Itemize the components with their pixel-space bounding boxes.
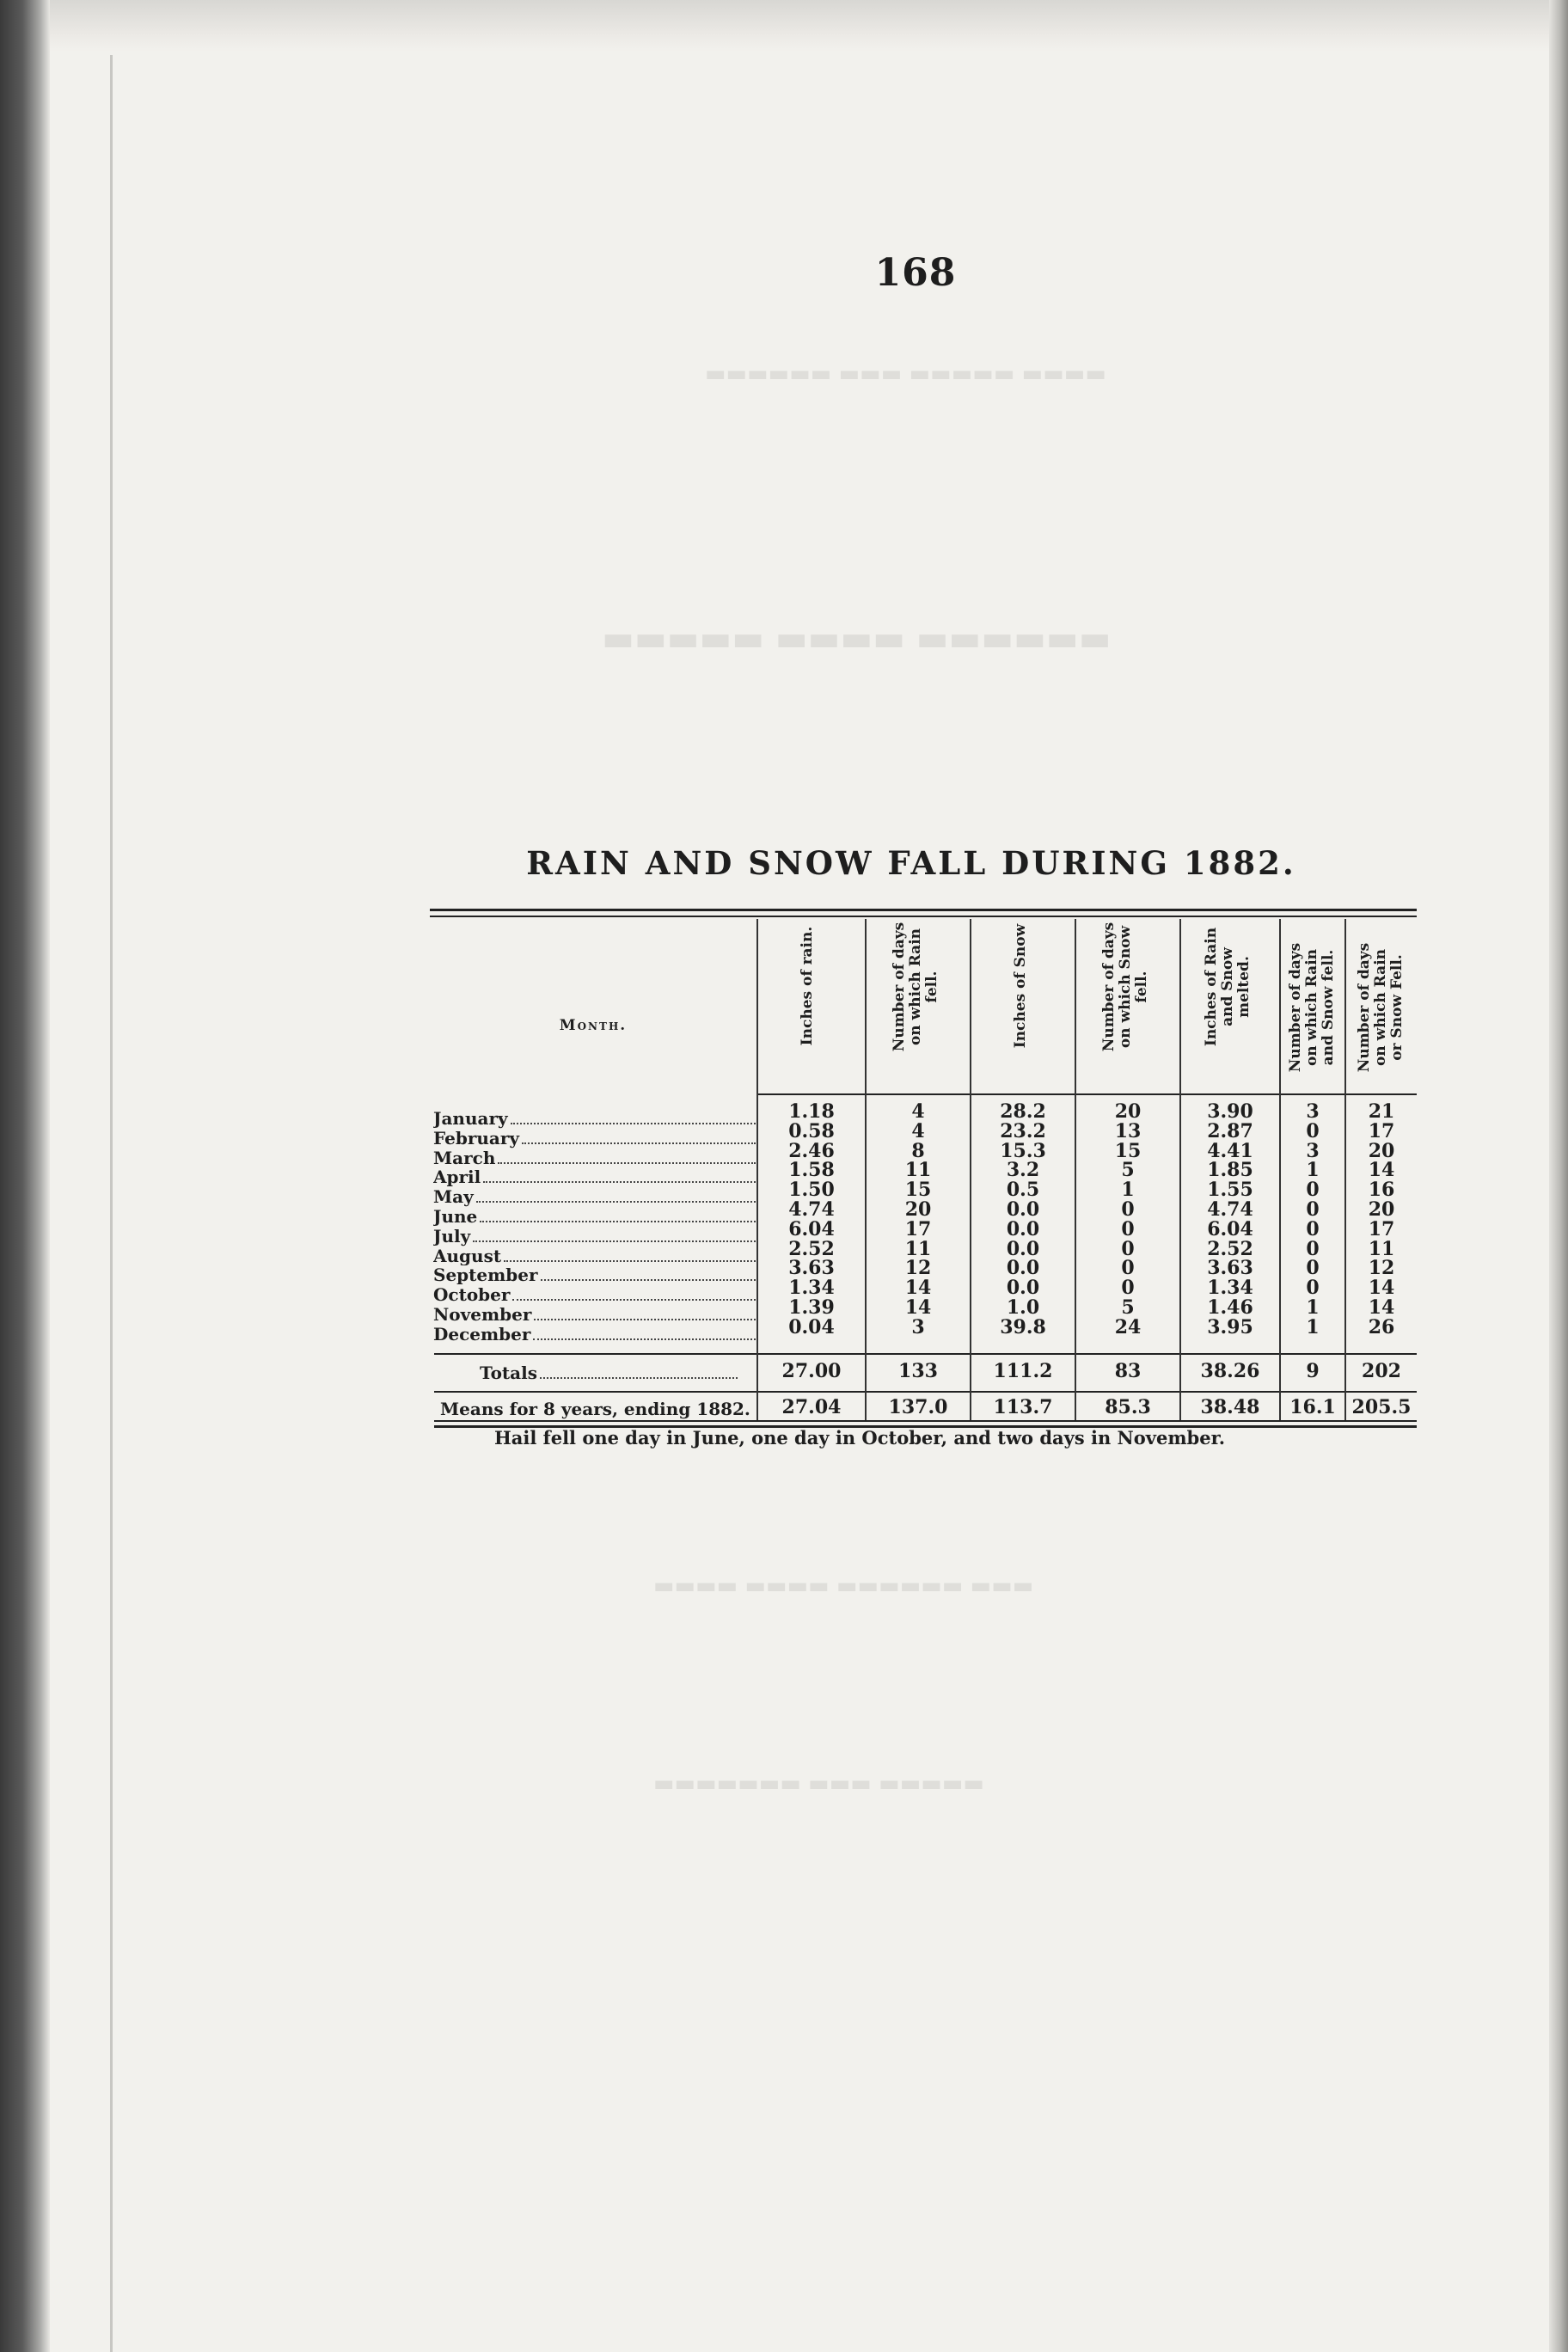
table-cell: 12 bbox=[904, 1257, 932, 1280]
table-cell: 11 bbox=[904, 1159, 932, 1182]
table-cell: 0 bbox=[1306, 1119, 1320, 1142]
table-cell: 3.2 bbox=[1006, 1159, 1040, 1182]
table-cell: 1.85 bbox=[1207, 1159, 1253, 1182]
table-row: August bbox=[433, 1246, 756, 1266]
table-cell: 1.39 bbox=[788, 1295, 835, 1319]
totals-cell: 27.00 bbox=[781, 1360, 842, 1382]
table-row: November bbox=[433, 1305, 756, 1325]
table-cell: 23.2 bbox=[1000, 1119, 1046, 1142]
table-cell: 0 bbox=[1306, 1197, 1320, 1221]
table-cell: 14 bbox=[1368, 1295, 1395, 1319]
column-values-inches-rain bbox=[758, 1102, 865, 1338]
table-cell: 21 bbox=[1368, 1100, 1395, 1123]
month-column-header: Month. bbox=[559, 1017, 628, 1034]
table-cell: 0.5 bbox=[1006, 1179, 1040, 1202]
page-number: 168 bbox=[874, 251, 957, 295]
table-cell: 0 bbox=[1121, 1217, 1135, 1240]
table-title: RAIN AND SNOW FALL DURING 1882. bbox=[526, 844, 1296, 882]
table-cell: 0 bbox=[1306, 1257, 1320, 1280]
table-cell: 1 bbox=[1121, 1179, 1135, 1202]
column-values-days-rain-and-snow bbox=[1281, 1102, 1344, 1338]
column-header-inches-snow: Inches of Snow bbox=[1011, 923, 1029, 1049]
table-cell: 20 bbox=[904, 1197, 932, 1221]
column-header-inches-rain: Inches of rain. bbox=[798, 926, 816, 1046]
table-cell: 0 bbox=[1121, 1277, 1135, 1300]
table-cell: 2.52 bbox=[1207, 1237, 1253, 1260]
totals-cell: 83 bbox=[1114, 1360, 1142, 1382]
totals-cell: 9 bbox=[1306, 1360, 1320, 1382]
column-header-days-rain-and-snow: Number of days on which Rain and Snow fell. bbox=[1286, 942, 1337, 1073]
table-cell: 0.0 bbox=[1006, 1197, 1040, 1221]
table-cell: 0 bbox=[1306, 1179, 1320, 1202]
table-cell: 14 bbox=[904, 1277, 932, 1300]
table-row: April bbox=[433, 1167, 756, 1187]
table-cell: 14 bbox=[904, 1295, 932, 1319]
table-cell: 1.55 bbox=[1207, 1179, 1253, 1202]
table-row: June bbox=[433, 1207, 756, 1227]
month-list bbox=[433, 1109, 756, 1344]
table-cell: 28.2 bbox=[1000, 1100, 1046, 1123]
column-values-inches-snow bbox=[971, 1102, 1075, 1338]
table-cell: 12 bbox=[1368, 1257, 1395, 1280]
table-cell: 20 bbox=[1368, 1197, 1395, 1221]
table-cell: 0 bbox=[1121, 1197, 1135, 1221]
table-cell: 1.18 bbox=[788, 1100, 835, 1123]
table-cell: 39.8 bbox=[1000, 1315, 1046, 1338]
table-cell: 0 bbox=[1306, 1217, 1320, 1240]
table-cell: 1 bbox=[1306, 1315, 1320, 1338]
table-cell: 1.0 bbox=[1006, 1295, 1040, 1319]
table-cell: 5 bbox=[1121, 1159, 1135, 1182]
table-cell: 2.87 bbox=[1207, 1119, 1253, 1142]
table-cell: 1.50 bbox=[788, 1179, 835, 1202]
totals-cell: 38.26 bbox=[1200, 1360, 1260, 1382]
table-cell: 3 bbox=[1306, 1139, 1320, 1162]
table-cell: 4 bbox=[911, 1100, 925, 1123]
totals-cell: 133 bbox=[898, 1360, 938, 1382]
table-cell: 6.04 bbox=[1207, 1217, 1253, 1240]
table-cell: 3.63 bbox=[1207, 1257, 1253, 1280]
table-cell: 0.04 bbox=[788, 1315, 835, 1338]
table-row: February bbox=[433, 1129, 756, 1148]
table-cell: 4 bbox=[911, 1119, 925, 1142]
table-cell: 14 bbox=[1368, 1277, 1395, 1300]
table-cell: 11 bbox=[1368, 1237, 1395, 1260]
table-cell: 20 bbox=[1114, 1100, 1142, 1123]
table-cell: 0 bbox=[1121, 1237, 1135, 1260]
means-label: Means for 8 years, ending 1882. bbox=[440, 1399, 750, 1419]
table-row: January bbox=[433, 1109, 756, 1129]
column-header-days-rain-or-snow: Number of days on which Rain or Snow Fell. bbox=[1355, 942, 1406, 1073]
means-rule bbox=[434, 1391, 1417, 1393]
means-cell: 205.5 bbox=[1351, 1396, 1412, 1418]
table-row: July bbox=[433, 1227, 756, 1246]
table-row: September bbox=[433, 1265, 756, 1285]
table-cell: 3 bbox=[911, 1315, 925, 1338]
scan-right-edge bbox=[1549, 0, 1568, 2352]
table-cell: 13 bbox=[1114, 1119, 1142, 1142]
table-cell: 4.74 bbox=[788, 1197, 835, 1221]
show-through: ▬▬▬▬▬▬ ▬▬▬▬ ▬▬▬▬▬ bbox=[602, 619, 1112, 658]
table-cell: 14 bbox=[1368, 1159, 1395, 1182]
table-cell: 8 bbox=[911, 1139, 925, 1162]
table-cell: 3 bbox=[1306, 1100, 1320, 1123]
table-row: May bbox=[433, 1187, 756, 1207]
means-cell: 27.04 bbox=[781, 1396, 842, 1418]
table-cell: 0.0 bbox=[1006, 1277, 1040, 1300]
table-cell: 0 bbox=[1121, 1257, 1135, 1280]
scan-top-edge bbox=[50, 0, 1549, 52]
means-cell: 38.48 bbox=[1200, 1396, 1260, 1418]
table-cell: 3.95 bbox=[1207, 1315, 1253, 1338]
table-cell: 0 bbox=[1306, 1277, 1320, 1300]
table-cell: 2.46 bbox=[788, 1139, 835, 1162]
table-row: March bbox=[433, 1148, 756, 1168]
means-cell: 113.7 bbox=[993, 1396, 1053, 1418]
table-cell: 0.0 bbox=[1006, 1217, 1040, 1240]
table-cell: 16 bbox=[1368, 1179, 1395, 1202]
table-cell: 20 bbox=[1368, 1139, 1395, 1162]
column-values-days-rain-or-snow bbox=[1346, 1102, 1417, 1338]
table-cell: 17 bbox=[904, 1217, 932, 1240]
table-cell: 0.58 bbox=[788, 1119, 835, 1142]
table-cell: 1 bbox=[1306, 1159, 1320, 1182]
column-values-days-rain bbox=[867, 1102, 970, 1338]
table-cell: 5 bbox=[1121, 1295, 1135, 1319]
table-cell: 1.46 bbox=[1207, 1295, 1253, 1319]
scan-left-edge bbox=[0, 0, 50, 2352]
column-values-days-snow bbox=[1076, 1102, 1179, 1338]
table-cell: 11 bbox=[904, 1237, 932, 1260]
table-row: October bbox=[433, 1285, 756, 1305]
totals-label: Totals bbox=[480, 1363, 738, 1383]
table-cell: 0 bbox=[1306, 1237, 1320, 1260]
table-cell: 6.04 bbox=[788, 1217, 835, 1240]
table-cell: 1.34 bbox=[1207, 1277, 1253, 1300]
column-header-days-rain: Number of days on which Rain fell. bbox=[890, 922, 940, 1052]
means-cell: 85.3 bbox=[1105, 1396, 1151, 1418]
table-cell: 0.0 bbox=[1006, 1257, 1040, 1280]
table-cell: 17 bbox=[1368, 1119, 1395, 1142]
table-cell: 15 bbox=[1114, 1139, 1142, 1162]
table-cell: 3.63 bbox=[788, 1257, 835, 1280]
totals-cell: 202 bbox=[1362, 1360, 1401, 1382]
table-cell: 1.34 bbox=[788, 1277, 835, 1300]
table-cell: 1.58 bbox=[788, 1159, 835, 1182]
footnote: Hail fell one day in June, one day in October, and two days in November. bbox=[493, 1427, 1226, 1449]
show-through: ▬▬▬▬ ▬▬▬▬▬ ▬▬▬ ▬▬▬▬▬▬ bbox=[705, 361, 1106, 387]
show-through: ▬▬▬ ▬▬▬▬▬▬ ▬▬▬▬ ▬▬▬▬ bbox=[653, 1573, 1034, 1599]
page-margin-line bbox=[110, 55, 113, 2352]
bottom-rule bbox=[434, 1420, 1417, 1422]
table-cell: 4.74 bbox=[1207, 1197, 1253, 1221]
column-header-rain-snow-melted: Inches of Rain and Snow melted. bbox=[1202, 927, 1253, 1047]
table-cell: 0.0 bbox=[1006, 1237, 1040, 1260]
column-values-rain-snow-melted bbox=[1181, 1102, 1279, 1338]
table-cell: 2.52 bbox=[788, 1237, 835, 1260]
table-cell: 3.90 bbox=[1207, 1100, 1253, 1123]
column-header-days-snow: Number of days on which Snow fell. bbox=[1099, 922, 1150, 1052]
table-cell: 1 bbox=[1306, 1295, 1320, 1319]
means-cell: 137.0 bbox=[888, 1396, 948, 1418]
table-cell: 26 bbox=[1368, 1315, 1395, 1338]
table-cell: 4.41 bbox=[1207, 1139, 1253, 1162]
table-cell: 17 bbox=[1368, 1217, 1395, 1240]
table-row: December bbox=[433, 1325, 756, 1344]
show-through: ▬▬▬▬▬ ▬▬▬ ▬▬▬▬▬▬▬ bbox=[653, 1771, 985, 1797]
table-cell: 15 bbox=[904, 1179, 932, 1202]
totals-cell: 111.2 bbox=[993, 1360, 1053, 1382]
table-cell: 24 bbox=[1114, 1315, 1142, 1338]
totals-rule bbox=[434, 1353, 1417, 1355]
means-cell: 16.1 bbox=[1289, 1396, 1336, 1418]
table-cell: 15.3 bbox=[1000, 1139, 1046, 1162]
